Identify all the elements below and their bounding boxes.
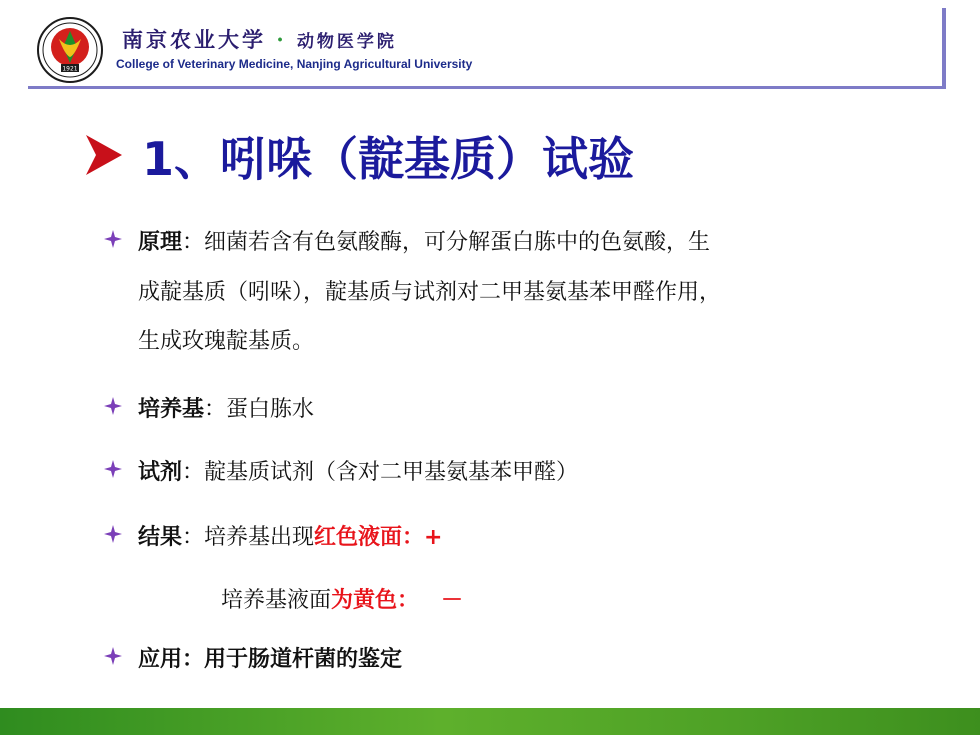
principle-colon: ： bbox=[182, 230, 205, 255]
college-cn: 动物医学院 bbox=[296, 32, 397, 52]
star-bullet-icon bbox=[103, 524, 123, 544]
university-name-cn bbox=[122, 24, 397, 54]
university-logo bbox=[37, 17, 103, 83]
university-name-en: College of Veterinary Medicine, Nanjing Agricultural University bbox=[116, 57, 473, 71]
application-text: 用于肠道杆菌的鉴定 bbox=[204, 647, 403, 672]
principle-text-1: 细菌若含有色氨酸酶，可分解蛋白胨中的色氨酸，生 bbox=[204, 230, 711, 255]
principle-label: 原理 bbox=[138, 230, 183, 255]
result-label: 结果 bbox=[138, 525, 183, 550]
result-line-1 bbox=[138, 520, 442, 551]
logo-year: 1921 bbox=[62, 65, 78, 73]
application-line bbox=[138, 642, 402, 673]
header-vertical-bar bbox=[942, 8, 946, 88]
separator-dot: · bbox=[276, 27, 287, 52]
application-colon: ： bbox=[182, 647, 205, 672]
header-divider bbox=[28, 86, 946, 89]
reagent-label: 试剂 bbox=[138, 460, 183, 485]
principle-line-2: 成靛基质（吲哚），靛基质与试剂对二甲基氨基苯甲醛作用， bbox=[138, 280, 722, 305]
star-bullet-icon bbox=[103, 646, 123, 666]
reagent-text: 靛基质试剂（含对二甲基氨基苯甲醛） bbox=[204, 460, 579, 485]
star-bullet-icon bbox=[103, 459, 123, 479]
application-label: 应用 bbox=[138, 647, 183, 672]
result-colon: ： bbox=[182, 525, 205, 550]
result-line-2 bbox=[221, 583, 463, 614]
result-text-1: 培养基出现 bbox=[204, 525, 315, 550]
principle-line-1 bbox=[138, 225, 710, 256]
slide-title: 1、吲哚（靛基质）试验 bbox=[142, 132, 635, 186]
header bbox=[0, 0, 980, 90]
arrow-bullet-icon bbox=[84, 133, 124, 177]
medium-line bbox=[138, 392, 314, 423]
star-bullet-icon bbox=[103, 396, 123, 416]
reagent-line bbox=[138, 455, 578, 486]
university-cn: 南京农业大学 bbox=[122, 27, 266, 52]
medium-text: 蛋白胨水 bbox=[226, 397, 315, 422]
footer-bar bbox=[0, 708, 980, 735]
star-bullet-icon bbox=[103, 229, 123, 249]
principle-line-3: 生成玫瑰靛基质。 bbox=[138, 329, 315, 354]
result-text-2: 培养基液面 bbox=[221, 588, 332, 613]
reagent-colon: ： bbox=[182, 460, 205, 485]
medium-colon: ： bbox=[204, 397, 227, 422]
result-negative: 为黄色： bbox=[331, 588, 420, 613]
medium-label: 培养基 bbox=[138, 397, 205, 422]
result-negative-sign: － bbox=[441, 588, 464, 613]
result-positive: 红色液面：+ bbox=[314, 525, 443, 550]
